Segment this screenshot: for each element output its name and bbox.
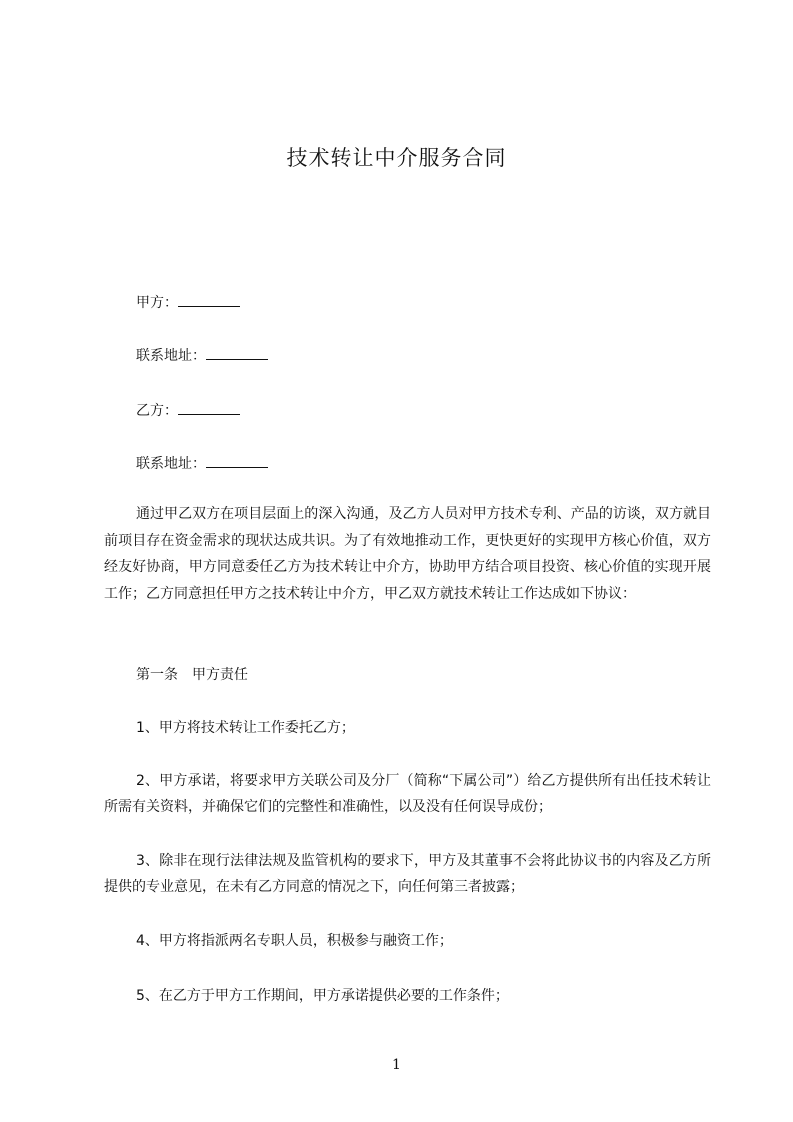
party-b-address-field bbox=[136, 453, 268, 473]
clause-item: 2、甲方承诺，将要求甲方关联公司及分厂（简称“下属公司”）给乙方提供所有出任技术转让所需有关资料，并确保它们的完整性和准确性，以及没有任何误导成份； bbox=[104, 773, 711, 815]
clause-item: 5、在乙方于甲方工作期间，甲方承诺提供必要的工作条件； bbox=[136, 988, 509, 1004]
clause-item: 4、甲方将指派两名专职人员，积极参与融资工作； bbox=[136, 933, 453, 949]
party-b-address-blank bbox=[206, 453, 268, 468]
article-1-heading: 第一条 甲方责任 bbox=[136, 667, 248, 683]
page-number: 1 bbox=[392, 1057, 401, 1073]
party-a-blank bbox=[178, 292, 240, 307]
party-a-address-label: 联系地址： bbox=[136, 348, 206, 364]
party-b-address-label: 联系地址： bbox=[136, 456, 206, 472]
clause-item: 3、除非在现行法律法规及监管机构的要求下，甲方及其董事不会将此协议书的内容及乙方所提供的专业意见，在未有乙方同意的情况之下，向任何第三者披露； bbox=[104, 853, 711, 895]
party-b-field bbox=[136, 400, 240, 420]
clause-item: 1、甲方将技术转让工作委托乙方； bbox=[136, 720, 355, 736]
intro-paragraph: 通过甲乙双方在项目层面上的深入沟通，及乙方人员对甲方技术专利、产品的访谈，双方就目前项目存在资金需求的现状达成共识。为了有效地推动工作，更快更好的实现甲方核心价值，双方经友好协商，甲方同意委任乙方为技术转让中介方，协助甲方结合项目投资、核心价值的实现开展工作；乙方同意担任甲方之技术转让中介方，甲乙双方就技术转让工作达成如下协议： bbox=[104, 506, 711, 602]
party-a-address-field bbox=[136, 345, 268, 365]
party-a-label: 甲方： bbox=[136, 295, 178, 311]
party-b-label: 乙方： bbox=[136, 403, 178, 419]
party-b-blank bbox=[178, 400, 240, 415]
party-a-field bbox=[136, 292, 240, 312]
document-title: 技术转让中介服务合同 bbox=[286, 146, 507, 170]
party-a-address-blank bbox=[206, 345, 268, 360]
